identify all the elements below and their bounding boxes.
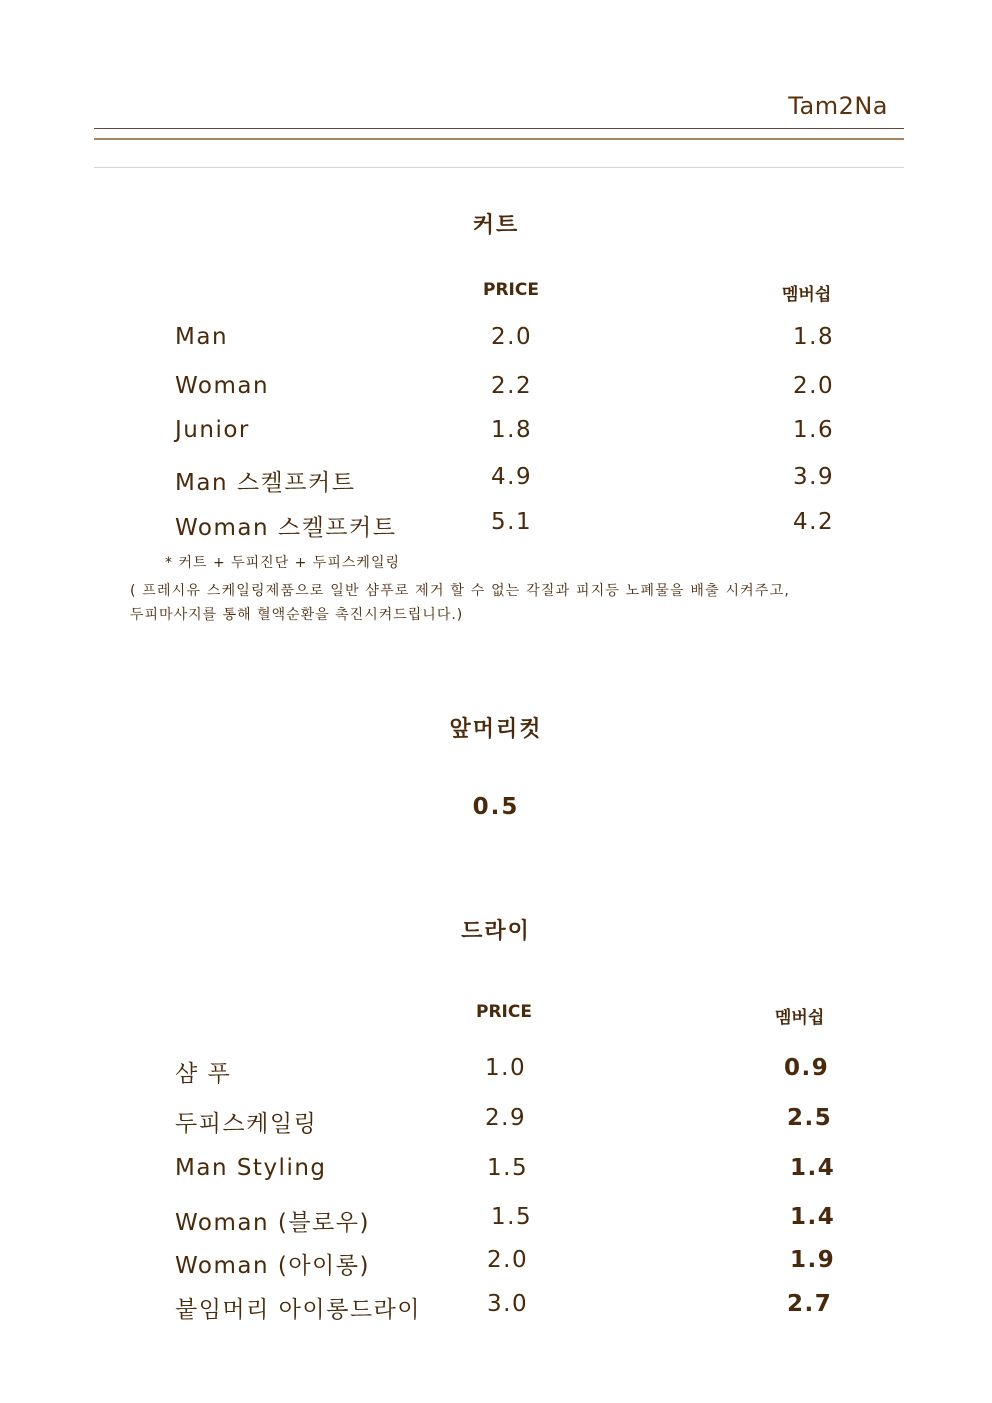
member-price: 2.0: [793, 373, 835, 399]
dry-row-woman-iron: [0, 1247, 992, 1279]
member-price: 1.4: [790, 1155, 836, 1181]
header-divider-middle: [94, 138, 904, 140]
service-price: 2.0: [491, 324, 533, 350]
dry-price-header: PRICE: [476, 1002, 532, 1022]
service-name: Woman 스켈프커트: [175, 515, 397, 541]
service-name: Woman: [175, 373, 270, 399]
service-name: 붙임머리 아이롱드라이: [175, 1297, 421, 1323]
dry-row-woman-blow: [0, 1204, 992, 1236]
member-price: 1.4: [790, 1204, 836, 1230]
service-name: 두피스케일링: [175, 1111, 318, 1137]
service-name: 샴 푸: [175, 1061, 232, 1087]
cut-note-description-line2: 두피마사지를 통해 혈액순환을 촉진시켜드립니다.): [130, 607, 464, 623]
member-price: 1.9: [790, 1247, 836, 1273]
member-price: 2.7: [787, 1291, 833, 1317]
service-price: 1.5: [491, 1204, 533, 1230]
service-price: 2.0: [487, 1247, 529, 1273]
dry-row-man-styling: [0, 1155, 992, 1187]
dry-section-title: 드라이: [461, 919, 531, 944]
service-price: 5.1: [491, 509, 533, 535]
member-price: 1.6: [793, 417, 835, 443]
service-name: Man 스켈프커트: [175, 470, 356, 496]
member-price: 3.9: [793, 464, 835, 490]
service-price: 1.0: [485, 1055, 527, 1081]
service-name: Woman (아이롱): [175, 1253, 370, 1279]
service-name: Woman (블로우): [175, 1210, 370, 1236]
cut-row-junior: [0, 417, 992, 449]
service-price: 1.8: [491, 417, 533, 443]
header-divider-top: [94, 128, 904, 129]
service-name: Junior: [175, 417, 250, 443]
cut-row-woman: [0, 373, 992, 405]
service-price: 2.9: [485, 1105, 527, 1131]
dry-member-header: 멤버쉽: [775, 1008, 825, 1028]
header-divider-bottom: [94, 167, 904, 168]
service-price: 3.0: [487, 1291, 529, 1317]
dry-row-extension-iron-dry: [0, 1291, 992, 1323]
member-price: 4.2: [793, 509, 835, 535]
cut-row-man: [0, 324, 992, 356]
dry-row-shampoo: [0, 1055, 992, 1087]
service-price: 2.2: [491, 373, 533, 399]
bangs-price: 0.5: [472, 794, 520, 820]
cut-section-title: 커트: [472, 213, 520, 238]
service-name: Man: [175, 324, 229, 350]
service-name: Man Styling: [175, 1155, 327, 1181]
member-price: 1.8: [793, 324, 835, 350]
brand-name: Tam2Na: [788, 92, 888, 120]
cut-member-header: 멤버쉽: [782, 285, 832, 305]
cut-row-man-scalp: [0, 464, 992, 496]
service-price: 1.5: [487, 1155, 529, 1181]
service-price: 4.9: [491, 464, 533, 490]
cut-note-description-line1: ( 프레시유 스케일링제품으로 일반 샴푸로 제거 할 수 없는 각질과 피지등 노폐물을 배출 시켜주고,: [130, 583, 790, 599]
bangs-section-title: 앞머리컷: [449, 717, 543, 742]
member-price: 2.5: [787, 1105, 833, 1131]
cut-price-header: PRICE: [483, 280, 539, 300]
cut-row-woman-scalp: [0, 509, 992, 541]
dry-row-scalp-scaling: [0, 1105, 992, 1137]
cut-note-inclusion: * 커트 + 두피진단 + 두피스케일링: [165, 555, 400, 571]
member-price: 0.9: [784, 1055, 830, 1081]
